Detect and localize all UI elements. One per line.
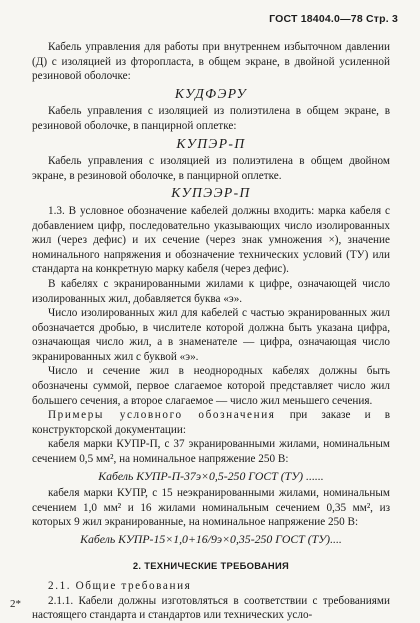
designation-example: Кабель КУПР-15×1,0+16/9э×0,35-250 ГОСТ (ТУ).... <box>80 532 342 546</box>
running-header: ГОСТ 18404.0—78 Стр. 3 <box>269 13 398 25</box>
paragraph-text: при заказе и в конструкторской документации: <box>32 409 390 436</box>
cable-mark: КУПЭЭР-П <box>171 185 251 201</box>
body-text <box>32 40 390 623</box>
designation-example: Кабель КУПР-П-37э×0,5-250 ГОСТ (ТУ) ...... <box>98 468 324 483</box>
paragraph: Кабель управления с изоляцией из полиэтилена в общем экране, в резиновой оболочке, в панцирной оплетке: <box>32 105 390 132</box>
cable-mark: КУДФЭРУ <box>174 85 248 101</box>
paragraph: 1.3. В условное обозначение кабелей должны входить: марка кабеля с добавлением цифр, последовательно указывающих число изолированных жил (через дефис) и их сечение (через знак умножения ×), значение номинального напряжения и обозначение технических условий (ТУ) или стандарта на конкретную марку кабеля (через дефис). <box>32 204 390 276</box>
paragraph <box>32 408 390 437</box>
paragraph: В кабелях с экранированными жилами к цифре, означающей число изолированных жил, добавляется буква «э». <box>32 277 390 305</box>
paragraph: Кабель управления для работы при внутреннем избыточном давлении (Д) с изоляцией из фторопласта, в общем экране, в двойной усиленной резиновой оболочке: <box>32 41 390 83</box>
paragraph <box>32 579 390 594</box>
paragraph: 2.1.1. Кабели должны изготовляться в соответствии с требованиями настоящего стандарта и стандартов или технических усло- <box>32 594 390 622</box>
paragraph: Кабель управления с изоляцией из полиэтилена в общем двойном экране, в резиновой оболочке, в панцирной оплетке. <box>32 155 390 182</box>
section-heading: 2. ТЕХНИЧЕСКИЕ ТРЕБОВАНИЯ <box>132 559 290 571</box>
signature-mark: 2* <box>10 598 21 610</box>
paragraph: кабеля марки КУПР-П, с 37 экранированными жилами, номинальным сечением 0,5 мм², на номинальное напряжение 250 В: <box>32 438 390 466</box>
paragraph: кабеля марки КУПР, с 15 неэкранированными жилами, номинальным сечением 1,0 мм² и 16 жилами номинальным сечением 0,35 мм², из которых 9 жил экранированные, на номинальное напряжение 250 В: <box>32 487 390 529</box>
paragraph: Число изолированных жил для кабелей с частью экранированных жил обозначается дробью, в числителе которой должна быть указана цифра, означающая число жил, а в знаменателе — цифра, означающая число экранированных жил с буквой «э». <box>32 307 390 363</box>
spaced-lead: Примеры условного обозначения <box>48 409 276 422</box>
paragraph: Число и сечение жил в неоднородных кабелях должны быть обозначены суммой, первое слагаемое которой представляет число жил большего сечения, а второе слагаемое — число жил меньшего сечения. <box>32 365 390 407</box>
cable-mark: КУПЭР-П <box>176 135 246 151</box>
spaced-lead: 2.1. Общие требования <box>48 580 192 593</box>
